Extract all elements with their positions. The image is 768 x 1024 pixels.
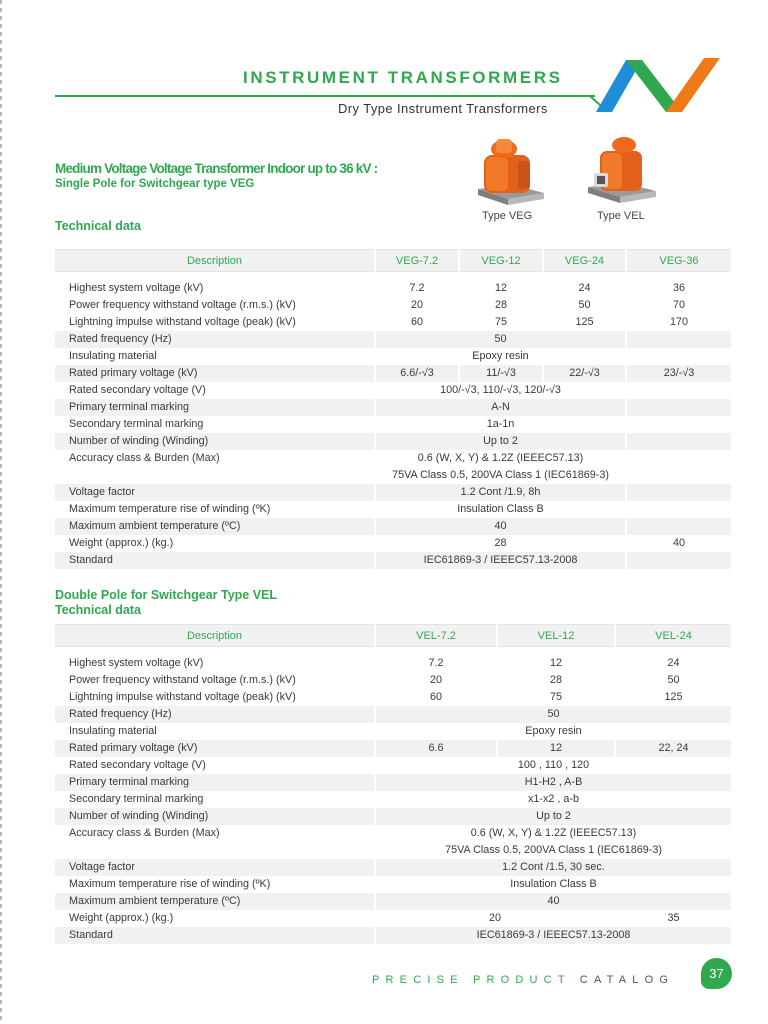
- cell-value: Insulation Class B: [375, 876, 732, 893]
- cell-value: 75VA Class 0.5, 200VA Class 1 (IEC61869-3): [375, 467, 626, 484]
- cell-value: 75VA Class 0.5, 200VA Class 1 (IEC61869-3): [375, 842, 732, 859]
- cell-value: 60: [375, 689, 497, 706]
- col-description: Description: [55, 250, 375, 272]
- row-label: Primary terminal marking: [55, 774, 375, 791]
- cell-value: 60: [375, 314, 459, 331]
- table-row: [55, 808, 732, 825]
- row-label: Rated secondary voltage (V): [55, 382, 375, 399]
- cell-value: 6.6/-√3: [375, 365, 459, 382]
- cell-value: 100/-√3, 110/-√3, 120/-√3: [375, 382, 626, 399]
- cell-value: 35: [615, 910, 732, 927]
- row-label: Lightning impulse withstand voltage (peak) (kV): [55, 689, 375, 706]
- header-subtitle: Dry Type Instrument Transformers: [338, 101, 548, 116]
- table-row: [55, 655, 732, 672]
- table-row: [55, 774, 732, 791]
- veg-transformer-image: [474, 133, 546, 211]
- row-label: Number of winding (Winding): [55, 808, 375, 825]
- cell-value: 125: [615, 689, 732, 706]
- col-veg-36: VEG-36: [626, 250, 732, 272]
- cell-value: 40: [375, 518, 626, 535]
- table-row: [55, 331, 732, 348]
- cell-empty: [626, 501, 732, 518]
- vel-technical-table: [55, 624, 733, 944]
- row-label: Rated frequency (Hz): [55, 331, 375, 348]
- cell-value: 36: [626, 280, 732, 297]
- row-label: Secondary terminal marking: [55, 416, 375, 433]
- cell-empty: [626, 484, 732, 501]
- cell-value: 22, 24: [615, 740, 732, 757]
- table-row: [55, 467, 732, 484]
- col-veg-7-2: VEG-7.2: [375, 250, 459, 272]
- section1-subtitle: Single Pole for Switchgear type VEG: [55, 178, 255, 190]
- cell-value: 20: [375, 672, 497, 689]
- veg-technical-table: [55, 249, 733, 569]
- footer-text: PRECISE PRODUCT: [372, 974, 580, 986]
- section2-title: Double Pole for Switchgear Type VEL: [55, 588, 278, 602]
- page-number-badge: 37: [701, 958, 732, 989]
- row-label: Primary terminal marking: [55, 399, 375, 416]
- cell-value: 22/-√3: [543, 365, 626, 382]
- cell-value: 7.2: [375, 280, 459, 297]
- col-vel-7-2: VEL-7.2: [375, 625, 497, 647]
- table-row: [55, 689, 732, 706]
- header-rule: [55, 95, 595, 97]
- cell-value: 0.6 (W, X, Y) & 1.2Z (IEEEC57.13): [375, 825, 732, 842]
- row-label: Rated primary voltage (kV): [55, 740, 375, 757]
- row-label: Weight (approx.) (kg.): [55, 535, 375, 552]
- row-label: Highest system voltage (kV): [55, 280, 375, 297]
- row-label: Standard: [55, 927, 375, 944]
- brand-logo-icon: [596, 56, 730, 116]
- cell-empty: [626, 433, 732, 450]
- cell-value: 24: [615, 655, 732, 672]
- cell-empty: [626, 467, 732, 484]
- table-row: [55, 348, 732, 365]
- section1-title: Medium Voltage Voltage Transformer Indoor up to 36 kV :: [55, 161, 378, 176]
- cell-value: 50: [375, 331, 626, 348]
- cell-value: 23/-√3: [626, 365, 732, 382]
- row-label: Voltage factor: [55, 484, 375, 501]
- cell-value: Up to 2: [375, 433, 626, 450]
- cell-value: 11/-√3: [459, 365, 543, 382]
- table-row: [55, 552, 732, 569]
- row-label: Rated primary voltage (kV): [55, 365, 375, 382]
- table-row: [55, 518, 732, 535]
- row-label: Voltage factor: [55, 859, 375, 876]
- cell-value: Insulation Class B: [375, 501, 626, 518]
- table-row: [55, 825, 732, 842]
- cell-empty: [626, 450, 732, 467]
- table-row: [55, 723, 732, 740]
- cell-value: 6.6: [375, 740, 497, 757]
- cell-value: 1.2 Cont /1.5, 30 sec.: [375, 859, 732, 876]
- cell-empty: [626, 331, 732, 348]
- cell-value: 12: [497, 740, 615, 757]
- table-row: [55, 791, 732, 808]
- table-header-row: [55, 250, 732, 272]
- cell-value: 1.2 Cont /1.9, 8h: [375, 484, 626, 501]
- cell-value: 28: [497, 672, 615, 689]
- row-label: Rated frequency (Hz): [55, 706, 375, 723]
- cell-value: 24: [543, 280, 626, 297]
- table-row: [55, 280, 732, 297]
- row-label: Secondary terminal marking: [55, 791, 375, 808]
- footer-catalog-text: [372, 974, 674, 986]
- table-row: [55, 927, 732, 944]
- cell-value: Epoxy resin: [375, 723, 732, 740]
- cell-value: 0.6 (W, X, Y) & 1.2Z (IEEEC57.13): [375, 450, 626, 467]
- cell-value: 70: [626, 297, 732, 314]
- row-label: Lightning impulse withstand voltage (peak) (kV): [55, 314, 375, 331]
- cell-value: 75: [459, 314, 543, 331]
- row-label: Maximum temperature rise of winding (ºK): [55, 876, 375, 893]
- table-row: [55, 450, 732, 467]
- cell-value: 28: [459, 297, 543, 314]
- veg-image-caption: Type VEG: [482, 210, 533, 222]
- vel-image-caption: Type VEL: [597, 210, 645, 222]
- row-label: Weight (approx.) (kg.): [55, 910, 375, 927]
- row-label: Insulating material: [55, 723, 375, 740]
- row-label: Number of winding (Winding): [55, 433, 375, 450]
- row-label: Standard: [55, 552, 375, 569]
- table-row: [55, 535, 732, 552]
- row-label: Rated secondary voltage (V): [55, 757, 375, 774]
- cell-value: 125: [543, 314, 626, 331]
- header-title: INSTRUMENT TRANSFORMERS: [243, 68, 563, 87]
- cell-value: 100 , 110 , 120: [375, 757, 732, 774]
- cell-value: H1-H2 , A-B: [375, 774, 732, 791]
- cell-empty: [626, 382, 732, 399]
- table-row: [55, 706, 732, 723]
- section1-technical-label: Technical data: [55, 219, 141, 233]
- cell-value: IEC61869-3 / IEEEC57.13-2008: [375, 927, 732, 944]
- table-row: [55, 842, 732, 859]
- table-row: [55, 365, 732, 382]
- row-label-continued: [55, 467, 375, 484]
- cell-value: A-N: [375, 399, 626, 416]
- col-vel-24: VEL-24: [615, 625, 732, 647]
- cell-empty: [626, 552, 732, 569]
- page-edge-dashed-line: [0, 0, 2, 1024]
- cell-value: 40: [626, 535, 732, 552]
- table-row: [55, 876, 732, 893]
- cell-empty: [626, 348, 732, 365]
- table-row: [55, 757, 732, 774]
- col-description: Description: [55, 625, 375, 647]
- col-veg-24: VEG-24: [543, 250, 626, 272]
- table-row: [55, 399, 732, 416]
- cell-value: IEC61869-3 / IEEEC57.13-2008: [375, 552, 626, 569]
- cell-value: 40: [375, 893, 732, 910]
- col-veg-12: VEG-12: [459, 250, 543, 272]
- table-row: [55, 672, 732, 689]
- section2-technical-label: Technical data: [55, 603, 141, 617]
- cell-value: 170: [626, 314, 732, 331]
- row-label: Highest system voltage (kV): [55, 655, 375, 672]
- row-label-continued: [55, 842, 375, 859]
- row-label: Maximum ambient temperature (ºC): [55, 518, 375, 535]
- table-header-row: [55, 625, 732, 647]
- cell-value: 7.2: [375, 655, 497, 672]
- table-row: [55, 484, 732, 501]
- col-vel-12: VEL-12: [497, 625, 615, 647]
- cell-empty: [626, 399, 732, 416]
- table-row: [55, 859, 732, 876]
- cell-empty: [626, 416, 732, 433]
- row-label: Accuracy class & Burden (Max): [55, 450, 375, 467]
- cell-value: Up to 2: [375, 808, 732, 825]
- cell-value: 75: [497, 689, 615, 706]
- table-row: [55, 382, 732, 399]
- cell-value: x1-x2 , a-b: [375, 791, 732, 808]
- table-row: [55, 893, 732, 910]
- cell-value: 28: [375, 535, 626, 552]
- cell-empty: [626, 518, 732, 535]
- cell-value: 20: [375, 297, 459, 314]
- table-row: [55, 297, 732, 314]
- cell-value: 12: [497, 655, 615, 672]
- cell-value: Epoxy resin: [375, 348, 626, 365]
- footer-catalog-word: CATALOG: [579, 974, 675, 986]
- vel-transformer-image: [586, 133, 658, 211]
- table-row: [55, 433, 732, 450]
- cell-value: 1a-1n: [375, 416, 626, 433]
- cell-value: 20: [375, 910, 615, 927]
- cell-value: 50: [375, 706, 732, 723]
- cell-value: 50: [543, 297, 626, 314]
- table-row: [55, 416, 732, 433]
- row-label: Power frequency withstand voltage (r.m.s.) (kV): [55, 297, 375, 314]
- table-row: [55, 740, 732, 757]
- cell-value: 50: [615, 672, 732, 689]
- row-label: Insulating material: [55, 348, 375, 365]
- table-row: [55, 910, 732, 927]
- row-label: Power frequency withstand voltage (r.m.s.) (kV): [55, 672, 375, 689]
- row-label: Maximum ambient temperature (ºC): [55, 893, 375, 910]
- row-label: Accuracy class & Burden (Max): [55, 825, 375, 842]
- table-row: [55, 501, 732, 518]
- row-label: Maximum temperature rise of winding (ºK): [55, 501, 375, 518]
- table-row: [55, 314, 732, 331]
- cell-value: 12: [459, 280, 543, 297]
